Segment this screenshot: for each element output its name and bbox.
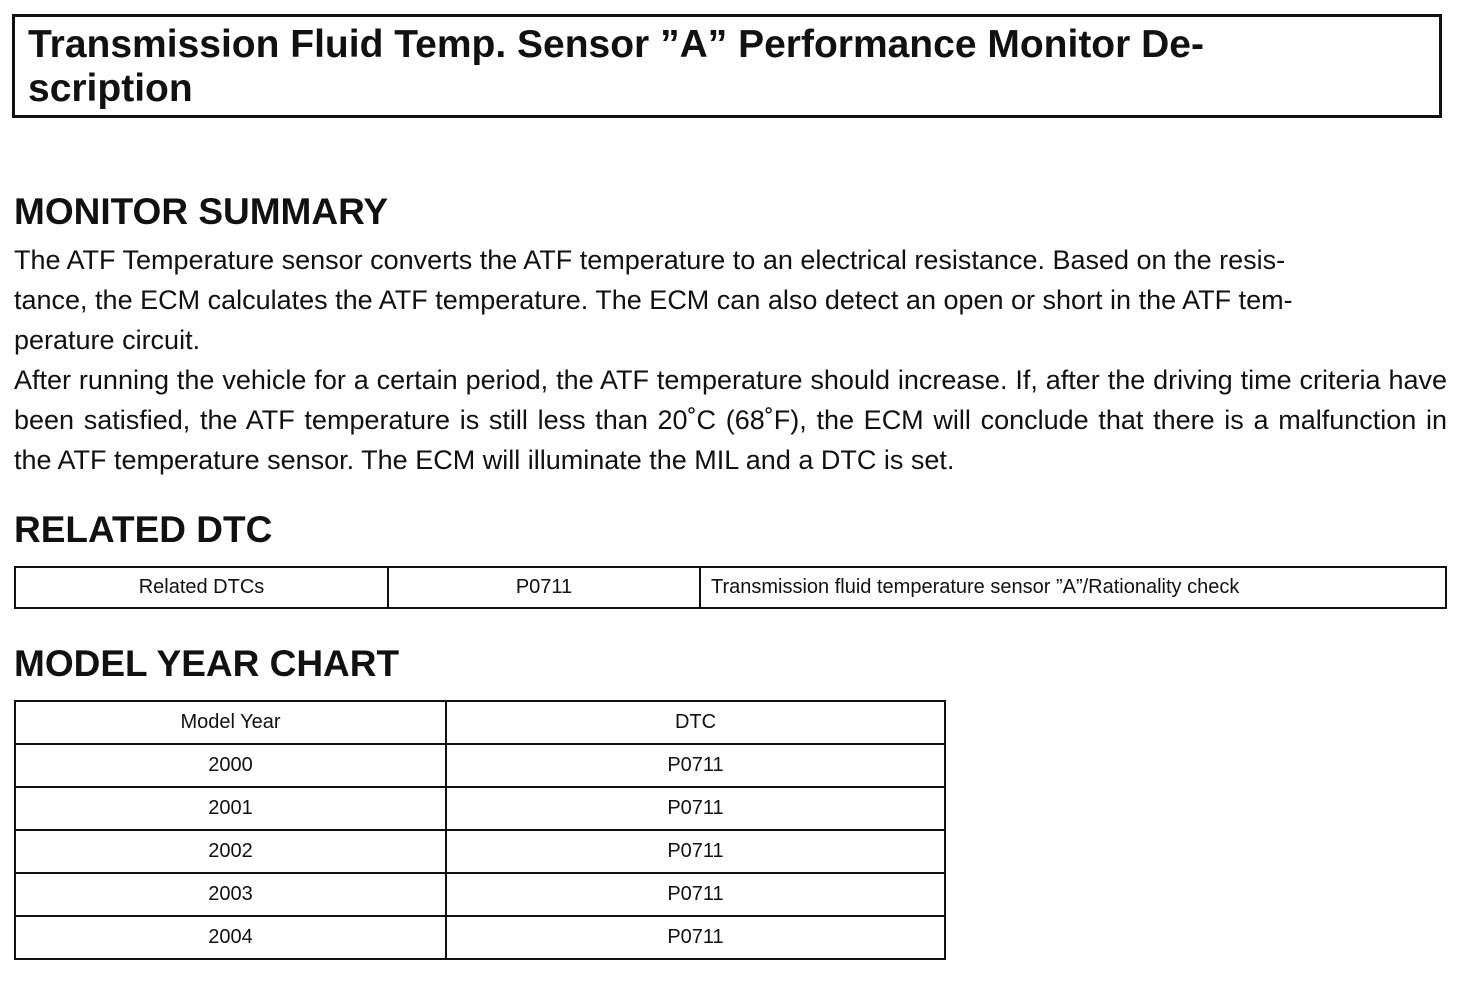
table-header-row xyxy=(15,701,945,744)
dtc-cell: P0711 xyxy=(446,916,945,959)
table-row xyxy=(15,916,945,959)
related-dtc-table xyxy=(14,566,1447,609)
column-header-dtc: DTC xyxy=(446,701,945,744)
related-dtc-label-cell: Related DTCs xyxy=(15,567,388,608)
model-year-chart-heading: MODEL YEAR CHART xyxy=(14,643,400,684)
dtc-cell: P0711 xyxy=(446,873,945,916)
related-dtc-description-cell: Transmission fluid temperature sensor ”A”/Rationality check xyxy=(700,567,1446,608)
paragraph-1-line-3: perature circuit. xyxy=(14,325,201,355)
model-year-cell: 2000 xyxy=(15,744,446,787)
dtc-cell: P0711 xyxy=(446,787,945,830)
related-dtc-code-cell: P0711 xyxy=(388,567,700,608)
table-row xyxy=(15,787,945,830)
title-box xyxy=(12,14,1442,118)
dtc-cell: P0711 xyxy=(446,830,945,873)
model-year-table xyxy=(14,700,946,960)
model-year-cell: 2004 xyxy=(15,916,446,959)
column-header-model-year: Model Year xyxy=(15,701,446,744)
paragraph-1-line-2: tance, the ECM calculates the ATF temperature. The ECM can also detect an open or short in the ATF tem- xyxy=(14,285,1293,315)
page-title-line-1: Transmission Fluid Temp. Sensor ”A” Performance Monitor De- xyxy=(28,23,1204,66)
paragraph-1-line-1: The ATF Temperature sensor converts the ATF temperature to an electrical resistance. Based on the resis- xyxy=(14,245,1286,275)
dtc-cell: P0711 xyxy=(446,744,945,787)
table-row xyxy=(15,873,945,916)
monitor-summary-paragraph-1 xyxy=(14,240,1447,360)
table-row xyxy=(15,744,945,787)
model-year-cell: 2002 xyxy=(15,830,446,873)
table-row xyxy=(15,830,945,873)
monitor-summary-paragraph-2: After running the vehicle for a certain period, the ATF temperature should increase. If, after the driving time criteria have been satisfied, the ATF temperature is still less than 20˚C (68˚F), the ECM will conclude that there is a malfunction in the ATF temperature sensor. The ECM will illuminate the MIL and a DTC is set. xyxy=(14,365,1447,475)
monitor-summary-heading: MONITOR SUMMARY xyxy=(14,191,389,232)
model-year-cell: 2003 xyxy=(15,873,446,916)
related-dtc-heading: RELATED DTC xyxy=(14,509,273,550)
page-title-line-2: scription xyxy=(28,67,193,110)
table-row xyxy=(15,567,1446,608)
page-title xyxy=(28,23,1398,111)
model-year-cell: 2001 xyxy=(15,787,446,830)
